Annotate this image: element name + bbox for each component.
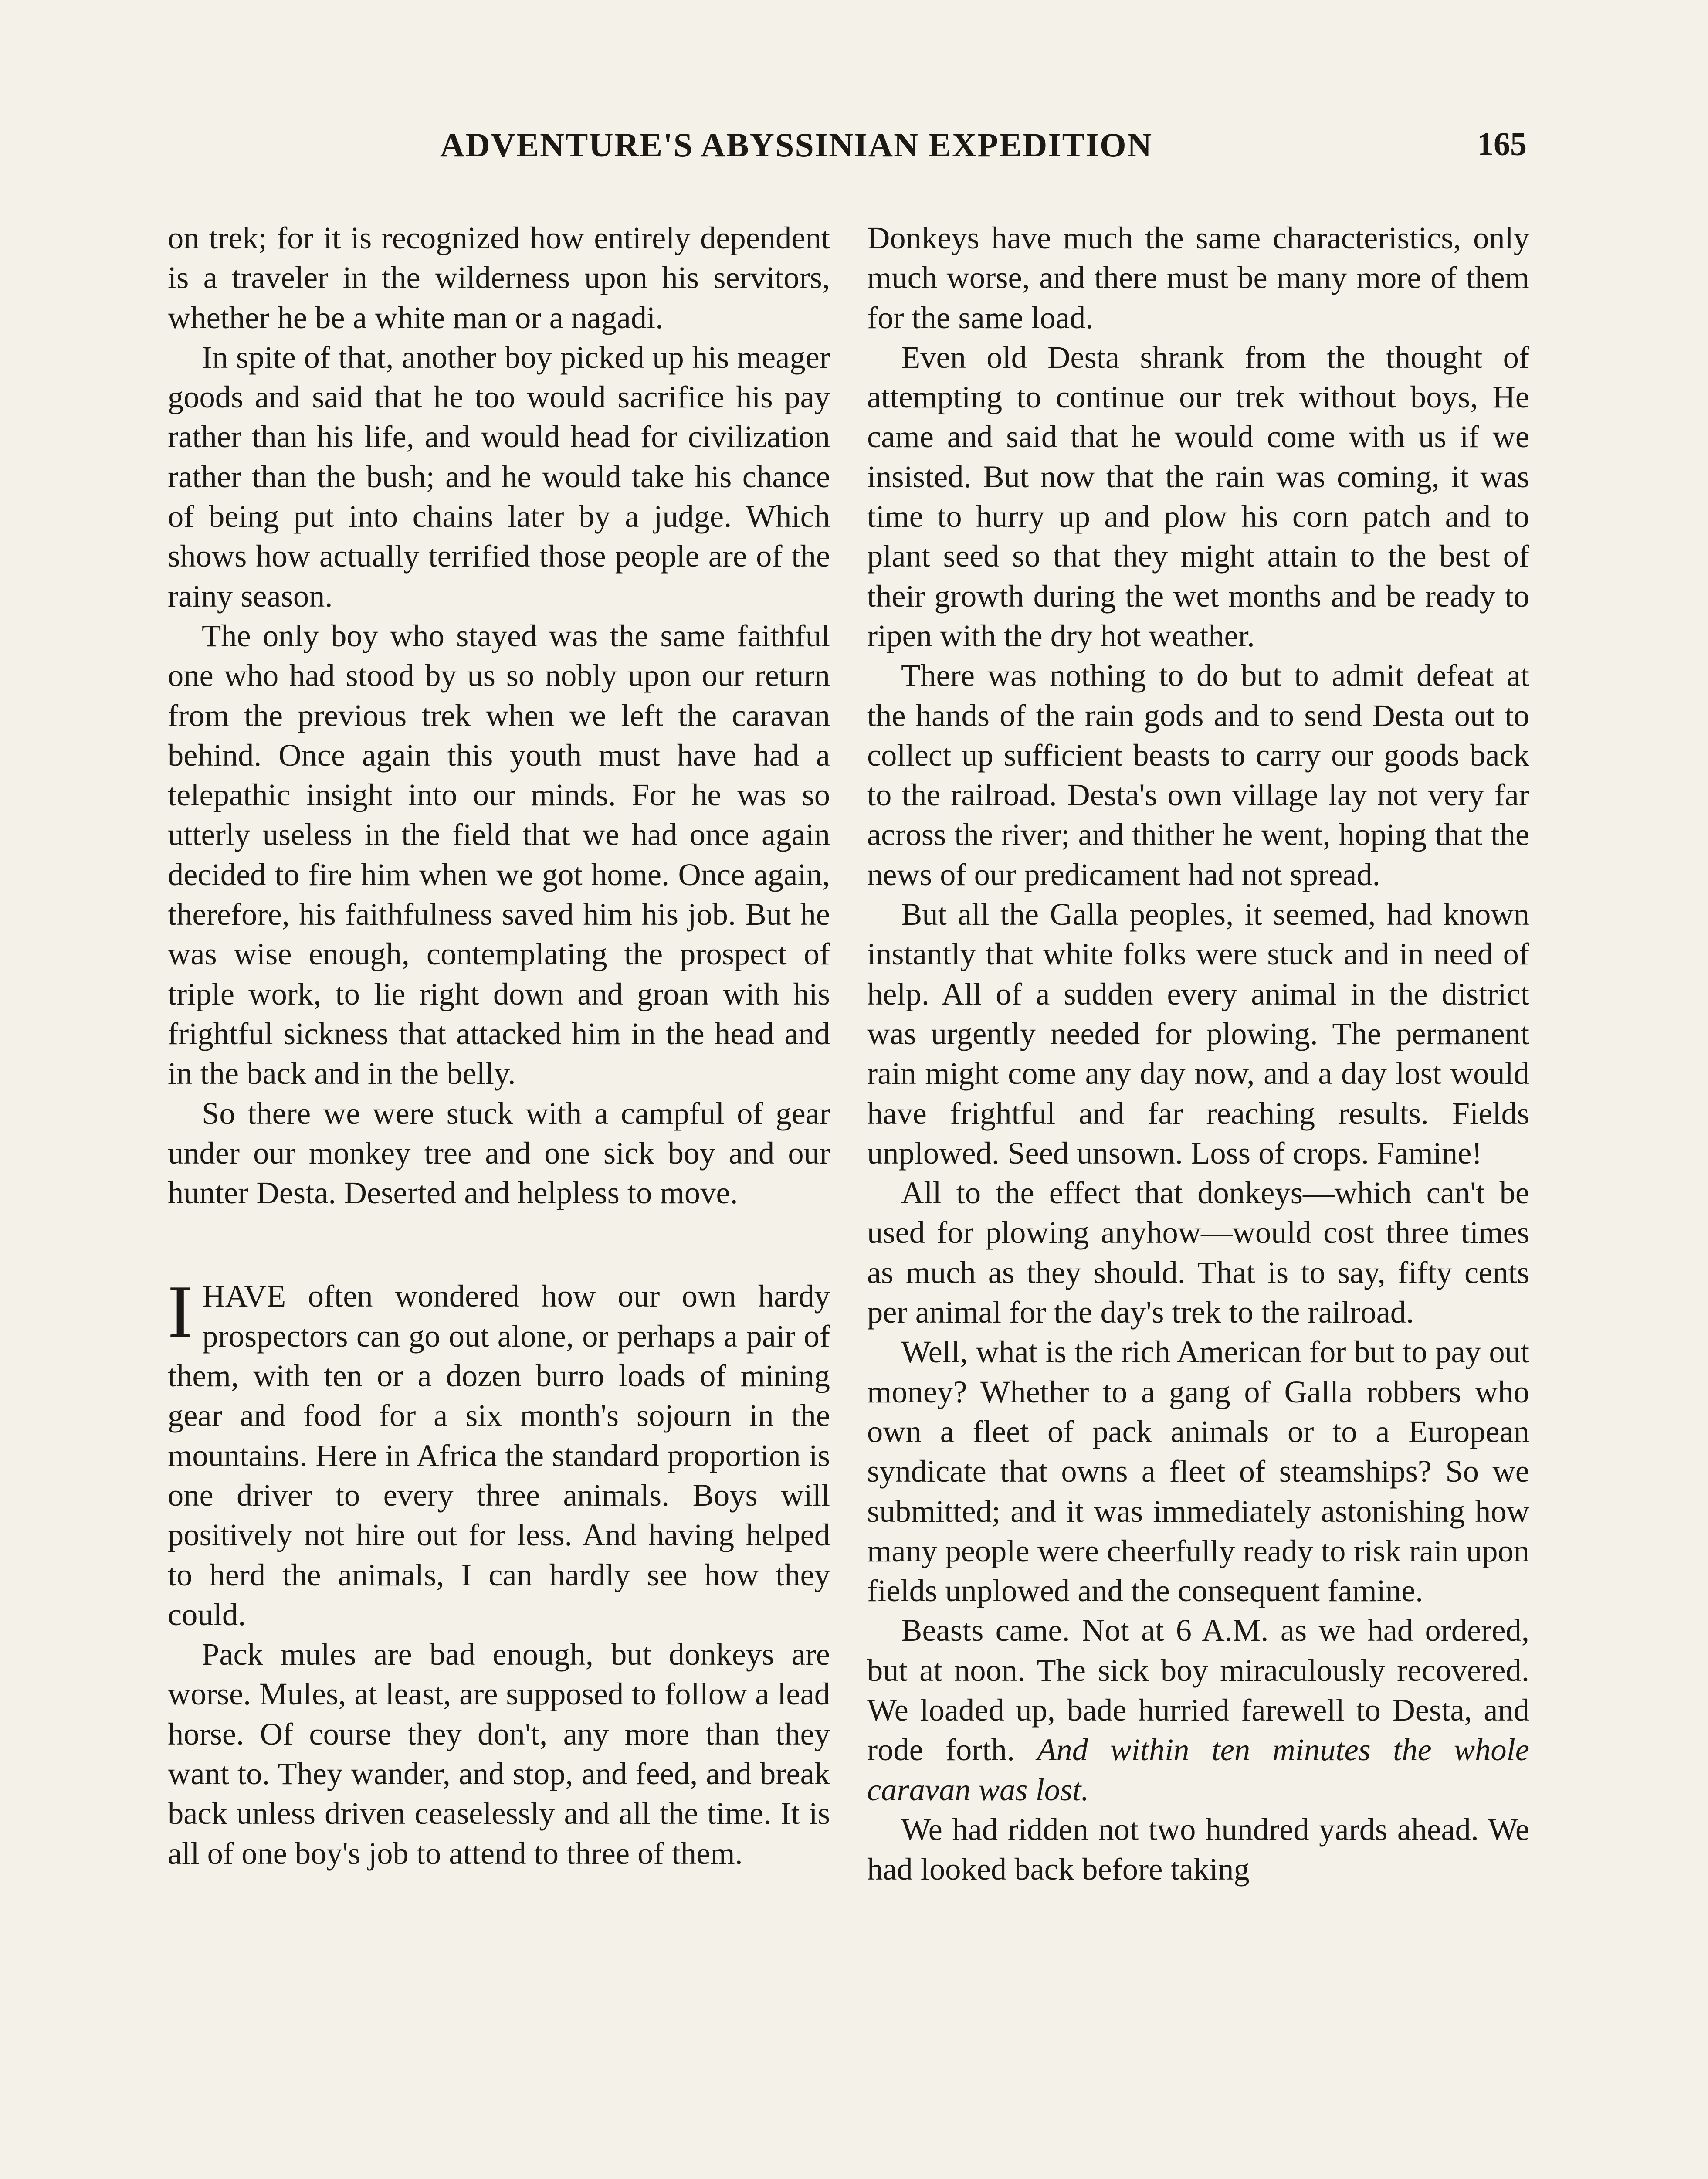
paragraph: In spite of that, another boy picked up his meager goods and said that he too would sacrifice his pay rather than his life, and would head for civilization rather than the bush; and he would take his chance of being put into chains later by a judge. Which shows how actually terrified those people are of the rainy season. bbox=[168, 339, 830, 614]
section-break bbox=[168, 1212, 830, 1276]
paragraph: We had ridden not two hundred yards ahead. We had looked back before taking bbox=[867, 1811, 1529, 1887]
paragraph bbox=[867, 1610, 1529, 1809]
paragraph: Even old Desta shrank from the thought of attempting to continue our trek without boys, He came and said that he would come with us if we insisted. But now that the rain was coming, it was time to hurry up and plow his corn patch and to plant seed so that they might attain to the best of their growth during the wet months and be ready to ripen with the dry hot weather. bbox=[867, 339, 1529, 653]
page-number: 165 bbox=[1477, 126, 1527, 163]
paragraph: Donkeys have much the same characteristics, only much worse, and there must be many more of them for the same load. bbox=[867, 220, 1529, 335]
paragraph: The only boy who stayed was the same faithful one who had stood by us so nobly upon our return from the previous trek when we left the caravan behind. Once again this youth must have had a telepathic insight into our minds. For he was so utterly useless in the field that we had once again decided to fire him when we got home. Once again, therefore, his faithfulness saved him his job. But he was wise enough, contemplating the prospect of triple work, to lie right down and groan with his frightful sickness that attacked him in the head and in the back and in the belly. bbox=[168, 618, 830, 1091]
page-header bbox=[440, 126, 1551, 165]
drop-cap: I bbox=[168, 1270, 193, 1354]
paragraph: So there we were stuck with a campful of gear under our monkey tree and one sick boy and our hunter Desta. Deserted and helpless to move. bbox=[168, 1095, 830, 1211]
paragraph: There was nothing to do but to admit defeat at the hands of the rain gods and to send Desta out to collect up sufficient beasts to carry our goods back to the railroad. Desta's own village lay not very far across the river; and thither he went, hoping that the news of our predicament had not spread. bbox=[867, 658, 1529, 892]
paragraph: on trek; for it is recognized how entirely dependent is a traveler in the wilderness upon his servitors, whether he be a white man or a nagadi. bbox=[168, 220, 830, 335]
paragraph: Well, what is the rich American for but to pay out money? Whether to a gang of Galla robbers who own a fleet of pack animals or to a European syndicate that owns a fleet of steamships? So we submitted; and it was immediately astonishing how many people were cheerfully ready to risk rain upon fields unplowed and the consequent famine. bbox=[867, 1334, 1529, 1609]
left-column bbox=[168, 218, 830, 1873]
paragraph: Pack mules are bad enough, but donkeys are worse. Mules, at least, are supposed to follow a lead horse. Of course they don't, any more than they want to. They wander, and stop, and feed, and break back unless driven ceaselessly and all the time. It is all of one boy's job to attend to three of them. bbox=[168, 1636, 830, 1871]
right-column bbox=[867, 218, 1529, 1889]
paragraph: All to the effect that donkeys—which can't be used for plowing anyhow—would cost three times as much as they should. That is to say, fifty cents per animal for the day's trek to the railroad. bbox=[867, 1175, 1529, 1330]
lead-in: HAVE bbox=[202, 1278, 286, 1314]
paragraph-text: often wondered how our own hardy prospectors can go out alone, or perhaps a pair of them, with ten or a dozen burro loads of mining gear and food for a six month's sojourn in the mountains. Here in Africa the standard proportion is one driver to every three animals. Boys will positively not hire out for less. And having helped to herd the animals, I can hardly see how they could. bbox=[168, 1278, 830, 1632]
paragraph-text: Beasts came. Not at 6 A.M. as we had ordered, but at noon. The sick boy miraculously recovered. We loaded up, bade hurried farewell to Desta, and rode forth. bbox=[867, 1612, 1529, 1768]
running-title: ADVENTURE'S ABYSSINIAN EXPEDITION bbox=[440, 126, 1153, 164]
dropcap-paragraph bbox=[168, 1270, 830, 1634]
italic-text: And within ten minutes the whole caravan was lost. bbox=[867, 1732, 1529, 1807]
paragraph: But all the Galla peoples, it seemed, had known instantly that white folks were stuck and in need of help. All of a sudden every animal in the district was urgently needed for plowing. The permanent rain might come any day now, and a day lost would have frightful and far reaching results. Fields unplowed. Seed unsown. Loss of crops. Famine! bbox=[867, 896, 1529, 1171]
